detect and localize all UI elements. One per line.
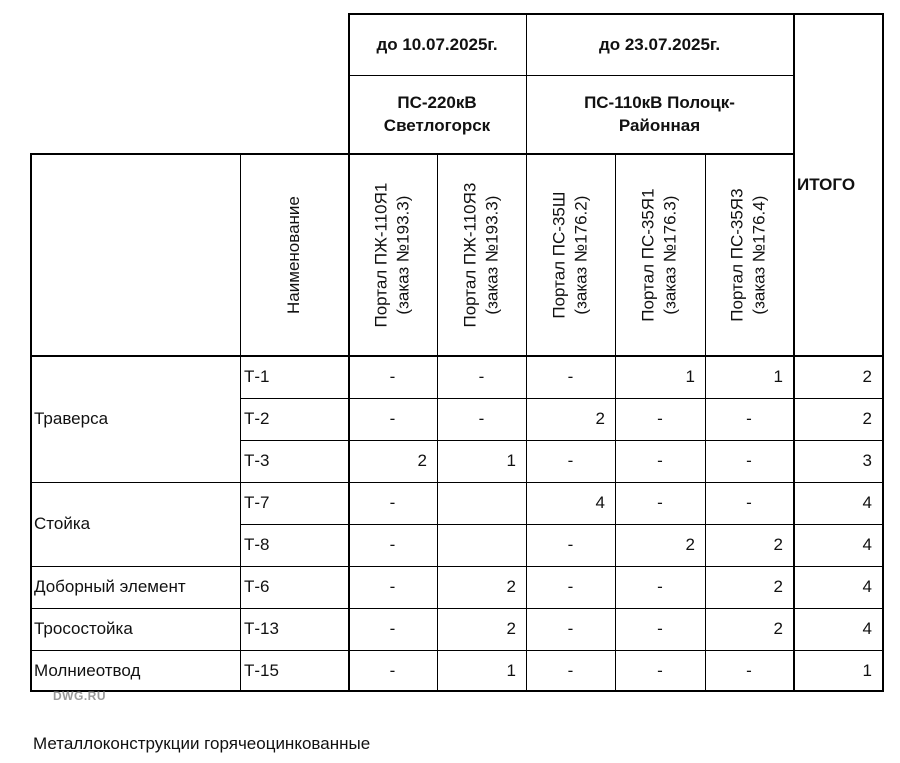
quantity-cell: - (657, 660, 663, 680)
grid-col-1 (348, 13, 350, 691)
grid-row-line (240, 524, 882, 525)
substation-header-2 (526, 76, 793, 154)
item-code: Т-6 (244, 577, 270, 596)
name-column-header-label: Наименование (283, 196, 303, 314)
column-header-order: (заказ №176.2) (571, 195, 591, 315)
quantity-cell: - (746, 409, 752, 428)
quantity-cell: 2 (773, 535, 783, 554)
item-code: Т-13 (244, 619, 279, 638)
date-header-1: до 10.07.2025г. (376, 34, 498, 54)
grid-row-line (30, 482, 882, 483)
total-header: ИТОГО (797, 174, 856, 194)
column-header-title: Портал ПС-35Я3 (727, 188, 747, 322)
grid-row-line (240, 440, 882, 441)
name-column-header (240, 154, 348, 356)
column-header-2 (437, 154, 526, 356)
column-header-1 (348, 154, 437, 356)
column-header-3 (526, 154, 615, 356)
quantity-cell: 2 (773, 577, 783, 596)
quantity-cell: - (567, 660, 574, 680)
column-header-title: Портал ПС-35Я1 (638, 188, 658, 322)
quantity-cell: - (567, 577, 574, 596)
quantity-cell (437, 524, 526, 566)
total-cell: 4 (862, 619, 872, 638)
quantity-cell: - (746, 451, 752, 470)
quantity-cell: - (657, 493, 663, 512)
item-code: Т-3 (244, 451, 270, 470)
quantity-cell: 1 (685, 367, 695, 386)
quantity-cell: - (478, 409, 485, 428)
quantity-cell: 2 (595, 409, 605, 428)
column-header-title: Портал ПС-35Ш (549, 191, 569, 319)
quantity-cell: - (389, 535, 396, 554)
grid-row-line (30, 608, 882, 609)
footnote: Металлоконструкции горячеоцинкованные (33, 734, 371, 753)
item-code: Т-15 (244, 660, 279, 680)
quantity-cell: - (657, 619, 663, 638)
quantity-cell: - (389, 409, 396, 428)
total-cell: 2 (862, 409, 872, 428)
quantity-cell: - (389, 619, 396, 638)
group-name: Тросостойка (34, 619, 133, 638)
column-header-title: Портал ПЖ-110Я1 (371, 182, 391, 328)
total-cell: 3 (862, 451, 872, 470)
item-code: Т-8 (244, 535, 270, 554)
group-name: Стойка (34, 514, 91, 533)
grid-col-total (793, 13, 795, 691)
grid-col-3 (526, 13, 527, 691)
quantity-cell: 4 (595, 493, 605, 512)
grid-below-dates (348, 75, 793, 76)
column-header-order: (заказ №176.4) (750, 195, 769, 315)
grid-bottom (30, 690, 884, 692)
quantity-cell: 1 (773, 367, 783, 386)
grid-right (882, 13, 884, 691)
grid-col-2 (437, 153, 438, 691)
grid-left (30, 153, 32, 691)
quantity-cell: 2 (417, 451, 427, 470)
substation-header-2-line2: Районная (618, 116, 701, 135)
column-header-title: Портал ПЖ-110Я3 (460, 182, 480, 328)
quantity-cell: - (478, 367, 485, 386)
quantity-cell: 1 (506, 660, 516, 680)
grid-below-substations (348, 153, 793, 155)
column-header-4 (615, 154, 705, 356)
grid-col-4 (615, 153, 616, 691)
item-code: Т-2 (244, 409, 270, 428)
total-cell: 2 (862, 367, 872, 386)
quantity-cell: 2 (506, 577, 516, 596)
quantity-cell: 2 (685, 535, 695, 554)
substation-header-1: ПС-220кВ Светлогорск (383, 93, 491, 135)
total-cell: 1 (862, 660, 872, 680)
group-name: Молниеотвод (34, 660, 141, 680)
grid-col-5 (705, 153, 706, 691)
column-header-order: (заказ №193.3) (393, 195, 413, 315)
date-header-2: до 23.07.2025г. (598, 34, 721, 54)
substation-header-2-line1: ПС-110кВ Полоцк- (584, 93, 735, 113)
quantity-cell: - (746, 493, 752, 512)
total-cell: 4 (862, 577, 872, 596)
quantity-cell: - (567, 535, 574, 554)
quantity-cell: - (567, 619, 574, 638)
item-code: Т-1 (244, 367, 270, 386)
quantity-cell: - (746, 660, 752, 680)
quantity-cell: - (389, 367, 396, 386)
quantity-cell: 2 (773, 619, 783, 638)
item-code: Т-7 (244, 493, 270, 512)
quantity-cell: - (567, 367, 574, 386)
grid-row-line (30, 650, 882, 651)
grid-col-name (240, 153, 241, 691)
total-cell: 4 (862, 493, 872, 512)
quantity-cell: - (567, 451, 574, 470)
grid-top-header (348, 13, 884, 15)
quantity-cell: - (657, 577, 663, 596)
quantity-cell: - (657, 409, 663, 428)
watermark: DWG.RU (53, 689, 106, 703)
quantity-cell: 1 (506, 451, 516, 470)
quantity-cell: - (389, 577, 396, 596)
group-name: Траверса (34, 409, 109, 428)
grid-row-line (30, 566, 882, 567)
grid-body-top (30, 355, 884, 357)
quantity-cell (437, 482, 526, 524)
total-cell: 4 (862, 535, 872, 554)
group-name: Доборный элемент (34, 577, 186, 596)
column-header-order: (заказ №176.3) (661, 195, 680, 315)
grid-row-line (240, 398, 882, 399)
column-header-5 (705, 154, 793, 356)
quantity-cell: - (389, 493, 396, 512)
quantity-cell: - (657, 451, 663, 470)
quantity-cell: 2 (506, 619, 516, 638)
column-header-order: (заказ №193.3) (482, 195, 502, 315)
quantity-cell: - (389, 660, 396, 680)
